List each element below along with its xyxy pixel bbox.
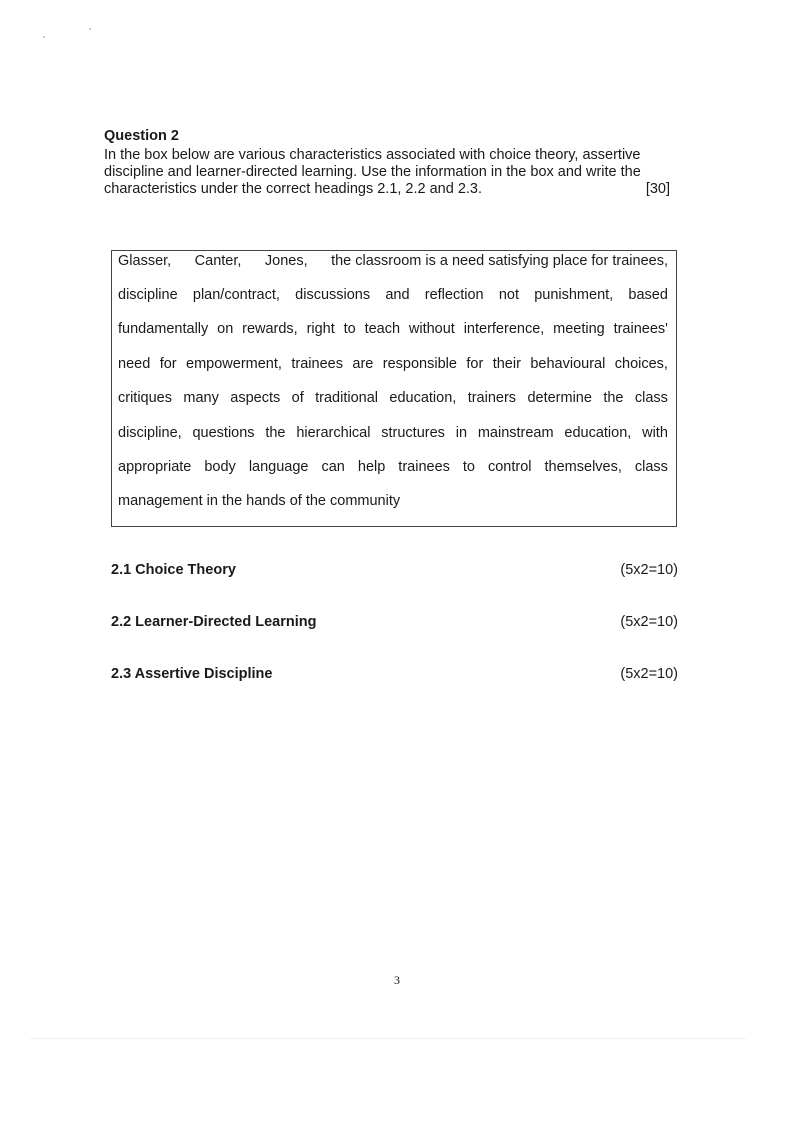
box-word: and — [385, 287, 410, 303]
box-word: questions — [192, 425, 255, 441]
characteristics-box — [111, 250, 677, 527]
box-word: trainees — [398, 459, 450, 475]
box-word: traditional — [315, 390, 378, 406]
box-word: class — [634, 390, 668, 406]
box-word: empowerment, — [186, 356, 282, 372]
instruction-last-line — [104, 181, 670, 198]
instruction-line: discipline and learner-directed learning. Use the information in the box and write the — [104, 164, 641, 180]
box-word: control — [487, 459, 532, 475]
box-word: with — [642, 425, 668, 441]
box-word: class — [634, 459, 668, 475]
box-word: punishment, — [534, 287, 614, 303]
box-word: structures — [381, 425, 445, 441]
box-word: determine — [527, 390, 592, 406]
heading-marks: (5x2=10) — [620, 614, 678, 630]
box-word: trainees' — [613, 321, 668, 337]
box-word: Jones, — [264, 253, 308, 269]
question-title: Question 2 — [104, 128, 179, 144]
box-word: the — [265, 425, 286, 441]
box-word: themselves, — [544, 459, 622, 475]
box-text-line — [118, 321, 668, 338]
box-word: many — [183, 390, 219, 406]
box-word: Glasser, — [118, 253, 172, 269]
box-word: not — [498, 287, 519, 303]
scan-speck — [43, 36, 45, 38]
box-word: rewards, — [242, 321, 298, 337]
box-word: trainees — [291, 356, 343, 372]
box-word: can — [321, 459, 345, 475]
box-word: the — [603, 390, 624, 406]
box-word: for — [466, 356, 484, 372]
box-word: fundamentally — [118, 321, 209, 337]
heading-label: 2.2 Learner-Directed Learning — [111, 614, 317, 630]
box-text-line — [118, 287, 668, 304]
box-word: their — [492, 356, 521, 372]
box-word: help — [357, 459, 386, 475]
box-word: appropriate — [118, 459, 192, 475]
box-word: hierarchical — [296, 425, 371, 441]
box-word: trainers — [467, 390, 517, 406]
box-word: of — [291, 390, 304, 406]
box-text-line — [118, 493, 668, 510]
instruction-line: characteristics under the correct headings 2.1, 2.2 and 2.3. — [104, 181, 483, 197]
page-number: 3 — [394, 973, 400, 987]
box-text-line — [118, 356, 668, 373]
box-word: based — [628, 287, 668, 303]
box-text-line — [118, 390, 668, 407]
box-word: for — [159, 356, 177, 372]
box-word: are — [352, 356, 374, 372]
box-word: discipline, — [118, 425, 182, 441]
box-word: in — [455, 425, 468, 441]
heading-marks: (5x2=10) — [620, 666, 678, 682]
box-word: discussions — [295, 287, 371, 303]
question-instructions — [104, 147, 670, 198]
box-word: management in the hands of the community — [118, 493, 401, 509]
box-word: critiques — [118, 390, 172, 406]
heading-assertive-discipline — [111, 666, 678, 683]
box-word: without — [408, 321, 455, 337]
box-word: interference, — [463, 321, 545, 337]
box-word: language — [248, 459, 309, 475]
box-word: right — [306, 321, 335, 337]
box-text-line — [118, 425, 668, 442]
box-word: responsible — [382, 356, 457, 372]
box-word: body — [204, 459, 236, 475]
box-word: aspects — [230, 390, 281, 406]
box-text-line — [118, 253, 668, 270]
box-word: on — [217, 321, 234, 337]
box-word: to — [343, 321, 356, 337]
box-word: meeting — [553, 321, 605, 337]
total-marks: [30] — [645, 181, 670, 197]
scan-edge-line — [30, 1038, 746, 1039]
box-word: plan/contract, — [192, 287, 280, 303]
box-word: behavioural — [530, 356, 606, 372]
box-word: choices, — [614, 356, 668, 372]
box-text-line — [118, 459, 668, 476]
heading-learner-directed-learning — [111, 614, 678, 631]
heading-choice-theory — [111, 562, 678, 579]
box-word: need — [118, 356, 151, 372]
box-word: to — [462, 459, 475, 475]
box-word: education, — [389, 390, 457, 406]
heading-marks: (5x2=10) — [620, 562, 678, 578]
heading-label: 2.1 Choice Theory — [111, 562, 236, 578]
box-word: teach — [364, 321, 401, 337]
box-word: education, — [564, 425, 632, 441]
box-word: the classroom is a need satisfying place for trainees, — [331, 253, 668, 269]
box-word: discipline — [118, 287, 178, 303]
box-word: reflection — [424, 287, 484, 303]
heading-label: 2.3 Assertive Discipline — [111, 666, 273, 682]
box-word: mainstream — [477, 425, 554, 441]
box-word: Canter, — [194, 253, 242, 269]
scan-speck — [89, 28, 91, 30]
instruction-line: In the box below are various characteristics associated with choice theory, assertive — [104, 147, 641, 163]
